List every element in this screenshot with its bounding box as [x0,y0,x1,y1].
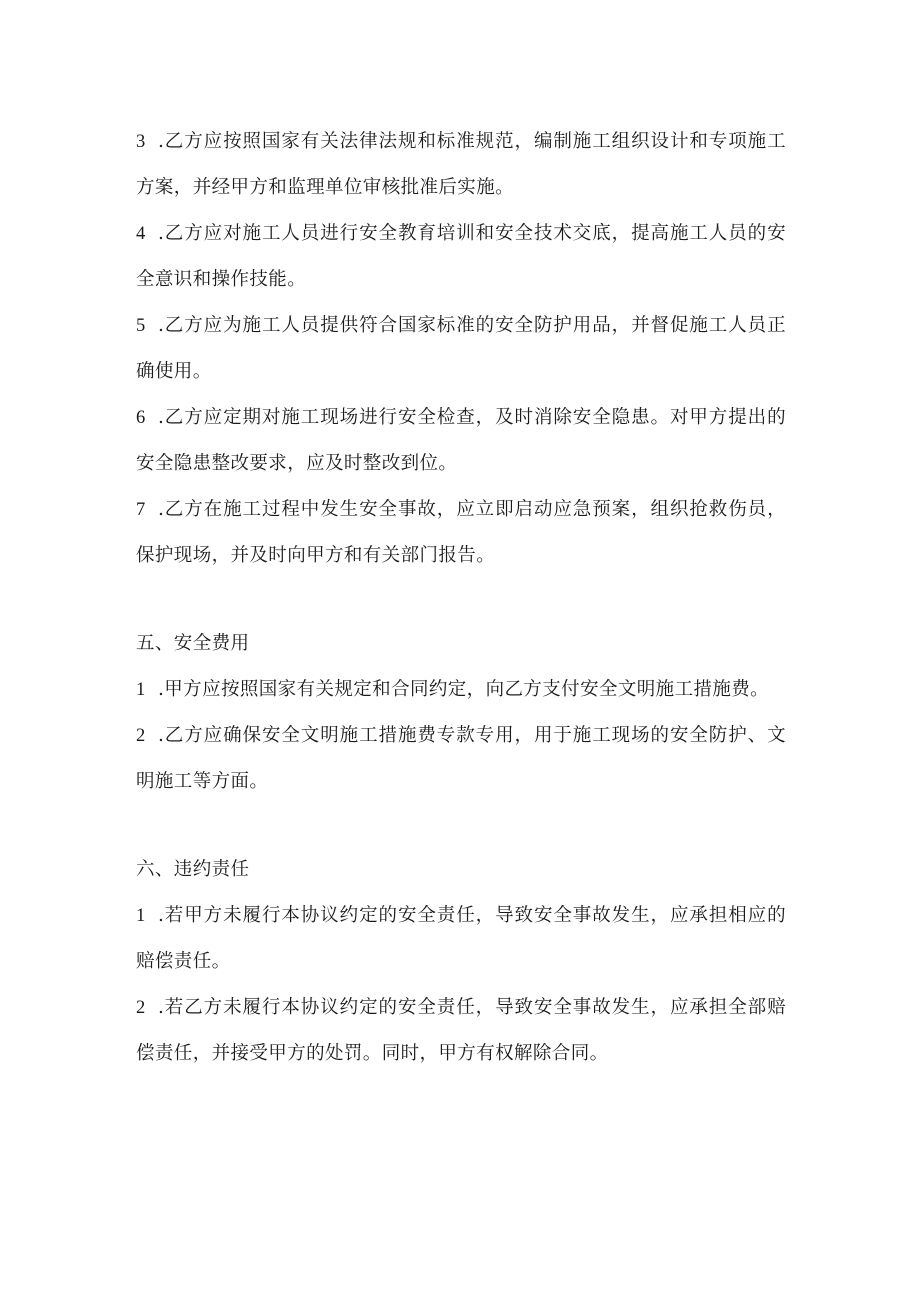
clause-number: 4 [136,224,146,244]
section-spacer [136,805,786,847]
document-body [136,119,786,1077]
clause-item [136,487,786,579]
section-heading-liability: 六、违约责任 [136,859,250,880]
clause-number: 2 [136,998,146,1018]
clause-item [136,395,786,487]
clause-text: .乙方在施工过程中发生安全事故，应立即启动应急预案，组织抢救伤员，保护现场，并及时向甲方和有关部门报告。 [136,499,786,566]
clause-item [136,667,786,713]
clause-text: .甲方应按照国家有关规定和合同约定，向乙方支付安全文明施工措施费。 [158,679,770,700]
clause-number: 2 [136,726,146,746]
clause-text: .乙方应对施工人员进行安全教育培训和安全技术交底，提高施工人员的安全意识和操作技能。 [136,223,786,290]
clause-number: 3 [136,132,146,152]
section-spacer [136,579,786,621]
clause-text: .乙方应定期对施工现场进行安全检查，及时消除安全隐患。对甲方提出的安全隐患整改要求，应及时整改到位。 [136,407,786,474]
clause-text: .若乙方未履行本协议约定的安全责任，导致安全事故发生，应承担全部赔偿责任，并接受甲方的处罚。同时，甲方有权解除合同。 [136,997,786,1064]
clause-number: 1 [136,906,146,926]
clause-item [136,985,786,1077]
clause-text: .乙方应按照国家有关法律法规和标准规范，编制施工组织设计和专项施工方案，并经甲方和监理单位审核批准后实施。 [136,131,786,198]
clause-text: .乙方应确保安全文明施工措施费专款专用，用于施工现场的安全防护、文明施工等方面。 [136,725,786,792]
clause-number: 6 [136,408,146,428]
clause-number: 1 [136,680,146,700]
clause-number: 5 [136,316,146,336]
clause-item [136,303,786,395]
clause-item [136,119,786,211]
clause-item [136,713,786,805]
clause-text: .乙方应为施工人员提供符合国家标准的安全防护用品，并督促施工人员正确使用。 [136,315,786,382]
clause-number: 7 [136,500,146,520]
section-heading-safety-fees: 五、安全费用 [136,633,250,654]
clause-text: .若甲方未履行本协议约定的安全责任，导致安全事故发生，应承担相应的赔偿责任。 [136,905,786,972]
clause-item [136,893,786,985]
clause-item [136,211,786,303]
